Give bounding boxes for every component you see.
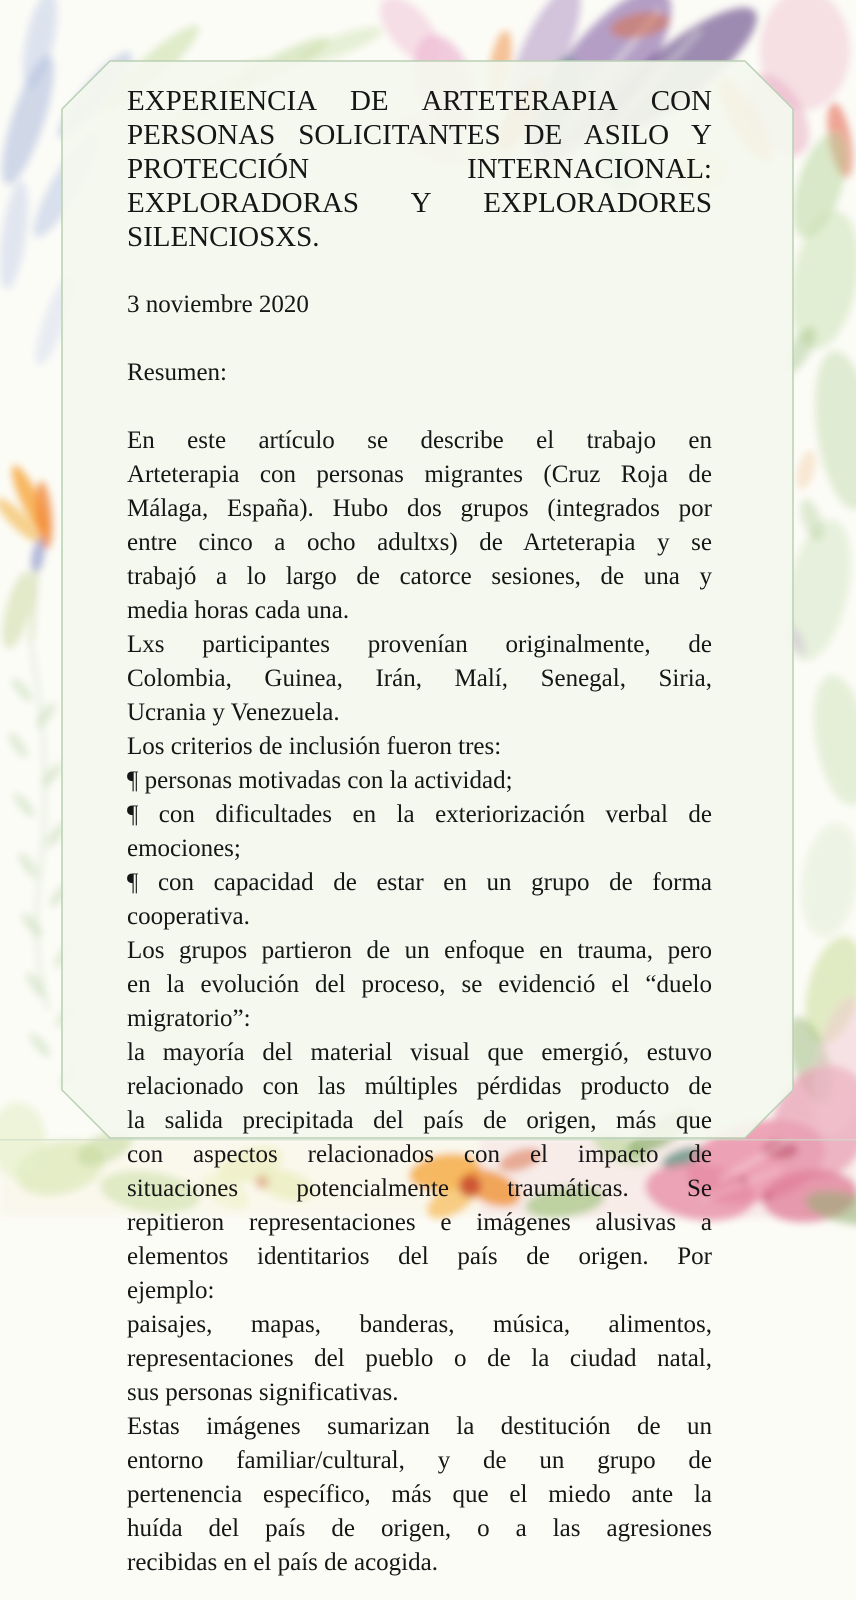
document-date: 3 noviembre 2020 — [127, 291, 309, 318]
abstract-paragraphs — [127, 424, 712, 1580]
paragraph-line: Málaga, España). Hubo dos grupos (integrados por — [127, 495, 712, 522]
paragraph-line: entorno familiar/cultural, y de un grupo de — [127, 1447, 712, 1474]
paragraph — [127, 424, 712, 628]
paragraph-line: la salida precipitada del país de origen, más que — [127, 1107, 712, 1134]
paragraph-line: Lxs participantes provenían originalmente, de — [127, 631, 712, 658]
title-line: PROTECCIÓN INTERNACIONAL: — [127, 153, 712, 185]
title-line: EXPERIENCIA DE ARTETERAPIA CON — [127, 85, 712, 117]
paragraph-line: media horas cada una. — [127, 597, 350, 624]
paragraph-line: con aspectos relacionados con el impacto de — [127, 1141, 712, 1168]
paragraph-line: ¶ con capacidad de estar en un grupo de forma — [127, 869, 712, 896]
blank-line — [127, 322, 712, 356]
paragraph-line: En este artículo se describe el trabajo en — [127, 427, 712, 454]
paragraph-line: repitieron representaciones e imágenes alusivas a — [127, 1209, 712, 1236]
abstract-label: Resumen: — [127, 359, 227, 386]
paragraph — [127, 1036, 712, 1308]
paragraph — [127, 1308, 712, 1410]
document-title — [127, 84, 712, 254]
paragraph-line: Arteterapia con personas migrantes (Cruz Roja de — [127, 461, 712, 488]
paragraph — [127, 730, 712, 764]
paragraph-line: entre cinco a ocho adultxs) de Arteterapia y se — [127, 529, 712, 556]
title-line: SILENCIOSXS. — [127, 221, 320, 253]
paragraph-line: Los grupos partieron de un enfoque en trauma, pero — [127, 937, 712, 964]
paragraph-line: paisajes, mapas, banderas, música, alimentos, — [127, 1311, 712, 1338]
paragraph-line: emociones; — [127, 835, 241, 862]
paragraph-line: relacionado con las múltiples pérdidas producto de — [127, 1073, 712, 1100]
blank-line — [127, 254, 712, 288]
title-line: PERSONAS SOLICITANTES DE ASILO Y — [127, 119, 712, 151]
paragraph-line: elementos identitarios del país de origen. Por — [127, 1243, 712, 1270]
paragraph-line: Estas imágenes sumarizan la destitución de un — [127, 1413, 712, 1440]
bird-of-paradise-left-icon — [0, 462, 55, 652]
paragraph-line: pertenencia específico, más que el miedo ante la — [127, 1481, 712, 1508]
paragraph-line: huída del país de origen, o a las agresiones — [127, 1515, 712, 1542]
paragraph — [127, 798, 712, 866]
paragraph — [127, 866, 712, 934]
paragraph-line: la mayoría del material visual que emergió, estuvo — [127, 1039, 712, 1066]
paragraph — [127, 764, 712, 798]
paragraph-line: recibidas en el país de acogida. — [127, 1549, 438, 1576]
paragraph-line: ¶ personas motivadas con la actividad; — [127, 767, 513, 794]
paragraph-line: migratorio”: — [127, 1005, 251, 1032]
paragraph-line: en la evolución del proceso, se evidenció el “duelo — [127, 971, 712, 998]
paragraph-line: representaciones del pueblo o de la ciudad natal, — [127, 1345, 712, 1372]
paragraph-line: cooperativa. — [127, 903, 250, 930]
paragraph — [127, 628, 712, 730]
paragraph-line: Ucrania y Venezuela. — [127, 699, 340, 726]
paragraph — [127, 934, 712, 1036]
paragraph — [127, 1410, 712, 1580]
blank-line — [127, 390, 712, 424]
paragraph-line: trabajó a lo largo de catorce sesiones, de una y — [127, 563, 712, 590]
document-content — [127, 84, 712, 1580]
paragraph-line: Colombia, Guinea, Irán, Malí, Senegal, Siria, — [127, 665, 712, 692]
paragraph-line: ejemplo: — [127, 1277, 215, 1304]
paragraph-line: sus personas significativas. — [127, 1379, 399, 1406]
paragraph-line: Los criterios de inclusión fueron tres: — [127, 733, 502, 760]
title-line: EXPLORADORAS Y EXPLORADORES — [127, 187, 712, 219]
paragraph-line: situaciones potencialmente traumáticas. Se — [127, 1175, 712, 1202]
paragraph-line: ¶ con dificultades en la exteriorización verbal de — [127, 801, 712, 828]
